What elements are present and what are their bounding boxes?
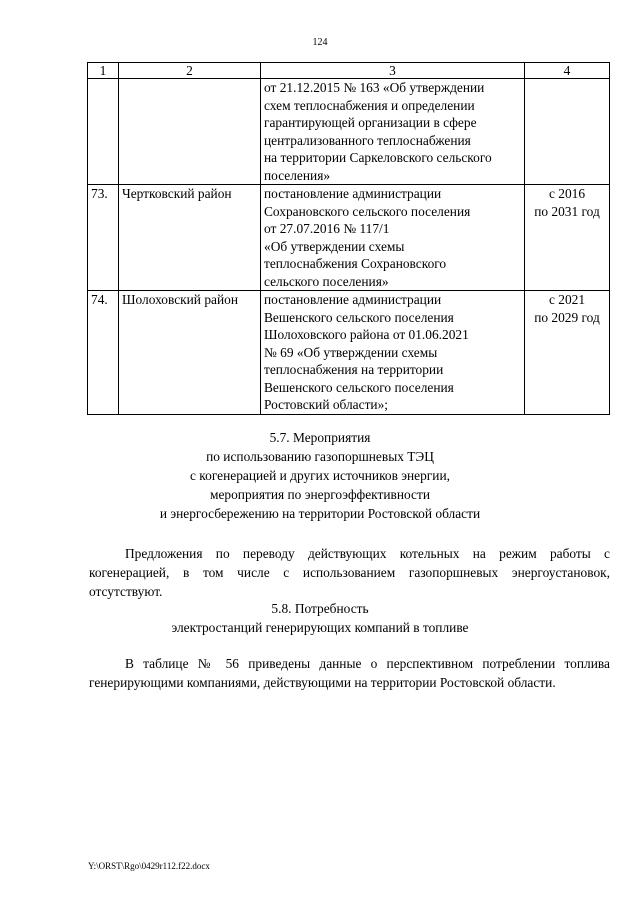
header-cell-3: 3 bbox=[261, 63, 525, 79]
document-line: гарантирующей организации в сфере bbox=[264, 115, 477, 130]
heading-line: по использованию газопоршневых ТЭЦ bbox=[206, 449, 434, 464]
table-row bbox=[88, 291, 610, 415]
header-cell-2: 2 bbox=[119, 63, 261, 79]
period-cell bbox=[525, 79, 610, 185]
document-line: № 69 «Об утверждении схемы bbox=[264, 344, 438, 360]
document-line: Вешенского сельского поселения bbox=[264, 379, 454, 395]
document-line: Шолоховского района от 01.06.2021 bbox=[264, 327, 469, 342]
document-line: теплоснабжения на территории bbox=[264, 362, 444, 377]
heading-line: с когенерацией и других источников энергии, bbox=[190, 468, 450, 483]
section-5-7-paragraph: Предложения по переводу действующих котельных на режим работы с когенерацией, в том числе с использованием газопоршневых энергоустановок, отсутствуют. bbox=[89, 546, 610, 599]
district-name: Чертковский район bbox=[119, 185, 261, 291]
document-cell bbox=[261, 79, 525, 185]
heading-line: 5.8. Потребность bbox=[271, 601, 369, 616]
heading-line: мероприятия по энергоэффективности bbox=[209, 487, 430, 502]
document-line: Вешенского сельского поселения bbox=[264, 309, 454, 325]
document-line: схем теплоснабжения и определении bbox=[264, 97, 475, 113]
document-line: сельского поселения» bbox=[264, 273, 389, 289]
period-line: по 2031 год bbox=[534, 203, 600, 219]
document-line: от 27.07.2016 № 117/1 bbox=[264, 221, 390, 236]
document-line: поселения» bbox=[264, 167, 331, 183]
districts-table bbox=[87, 62, 610, 415]
header-cell-1: 1 bbox=[88, 63, 119, 79]
period-cell bbox=[525, 185, 610, 291]
heading-line: 5.7. Мероприятия bbox=[269, 430, 371, 445]
document-line: постановление администрации bbox=[264, 186, 442, 201]
period-line: с 2016 bbox=[548, 186, 586, 201]
period-line: по 2029 год bbox=[534, 309, 600, 325]
heading-line: электростанций генерирующих компаний в топливе bbox=[171, 620, 469, 635]
document-line: «Об утверждении схемы bbox=[264, 238, 405, 254]
document-line: от 21.12.2015 № 163 «Об утверждении bbox=[264, 80, 485, 95]
section-5-8-heading bbox=[0, 599, 640, 637]
document-cell bbox=[261, 185, 525, 291]
period-line: с 2021 bbox=[548, 292, 586, 307]
document-line: теплоснабжения Сохрановского bbox=[264, 256, 447, 271]
document-line: постановление администрации bbox=[264, 292, 442, 307]
table-row bbox=[88, 79, 610, 185]
row-number bbox=[88, 79, 119, 185]
heading-line: и энергосбережению на территории Ростовской области bbox=[159, 506, 481, 521]
table-row bbox=[88, 185, 610, 291]
document-cell bbox=[261, 291, 525, 415]
document-line: Сохрановского сельского поселения bbox=[264, 203, 471, 219]
document-line: на территории Саркеловского сельского bbox=[264, 150, 492, 165]
district-name: Шолоховский район bbox=[119, 291, 261, 415]
header-cell-4: 4 bbox=[525, 63, 610, 79]
document-line: централизованного теплоснабжения bbox=[264, 132, 471, 148]
section-5-7-heading bbox=[0, 428, 640, 523]
document-line: Ростовский области»; bbox=[264, 397, 389, 412]
section-5-8-paragraph: В таблице № 56 приведены данные о перспективном потреблении топлива генерирующими компаниями, действующими на территории Ростовской области. bbox=[89, 656, 610, 690]
footer-file-path: Y:\ORST\Rgo\0429r112.f22.docx bbox=[88, 861, 210, 871]
district-name bbox=[119, 79, 261, 185]
page-number: 124 bbox=[312, 37, 328, 48]
period-cell bbox=[525, 291, 610, 415]
row-number: 74. bbox=[88, 291, 119, 415]
row-number: 73. bbox=[88, 185, 119, 291]
table-header-row bbox=[88, 63, 610, 79]
